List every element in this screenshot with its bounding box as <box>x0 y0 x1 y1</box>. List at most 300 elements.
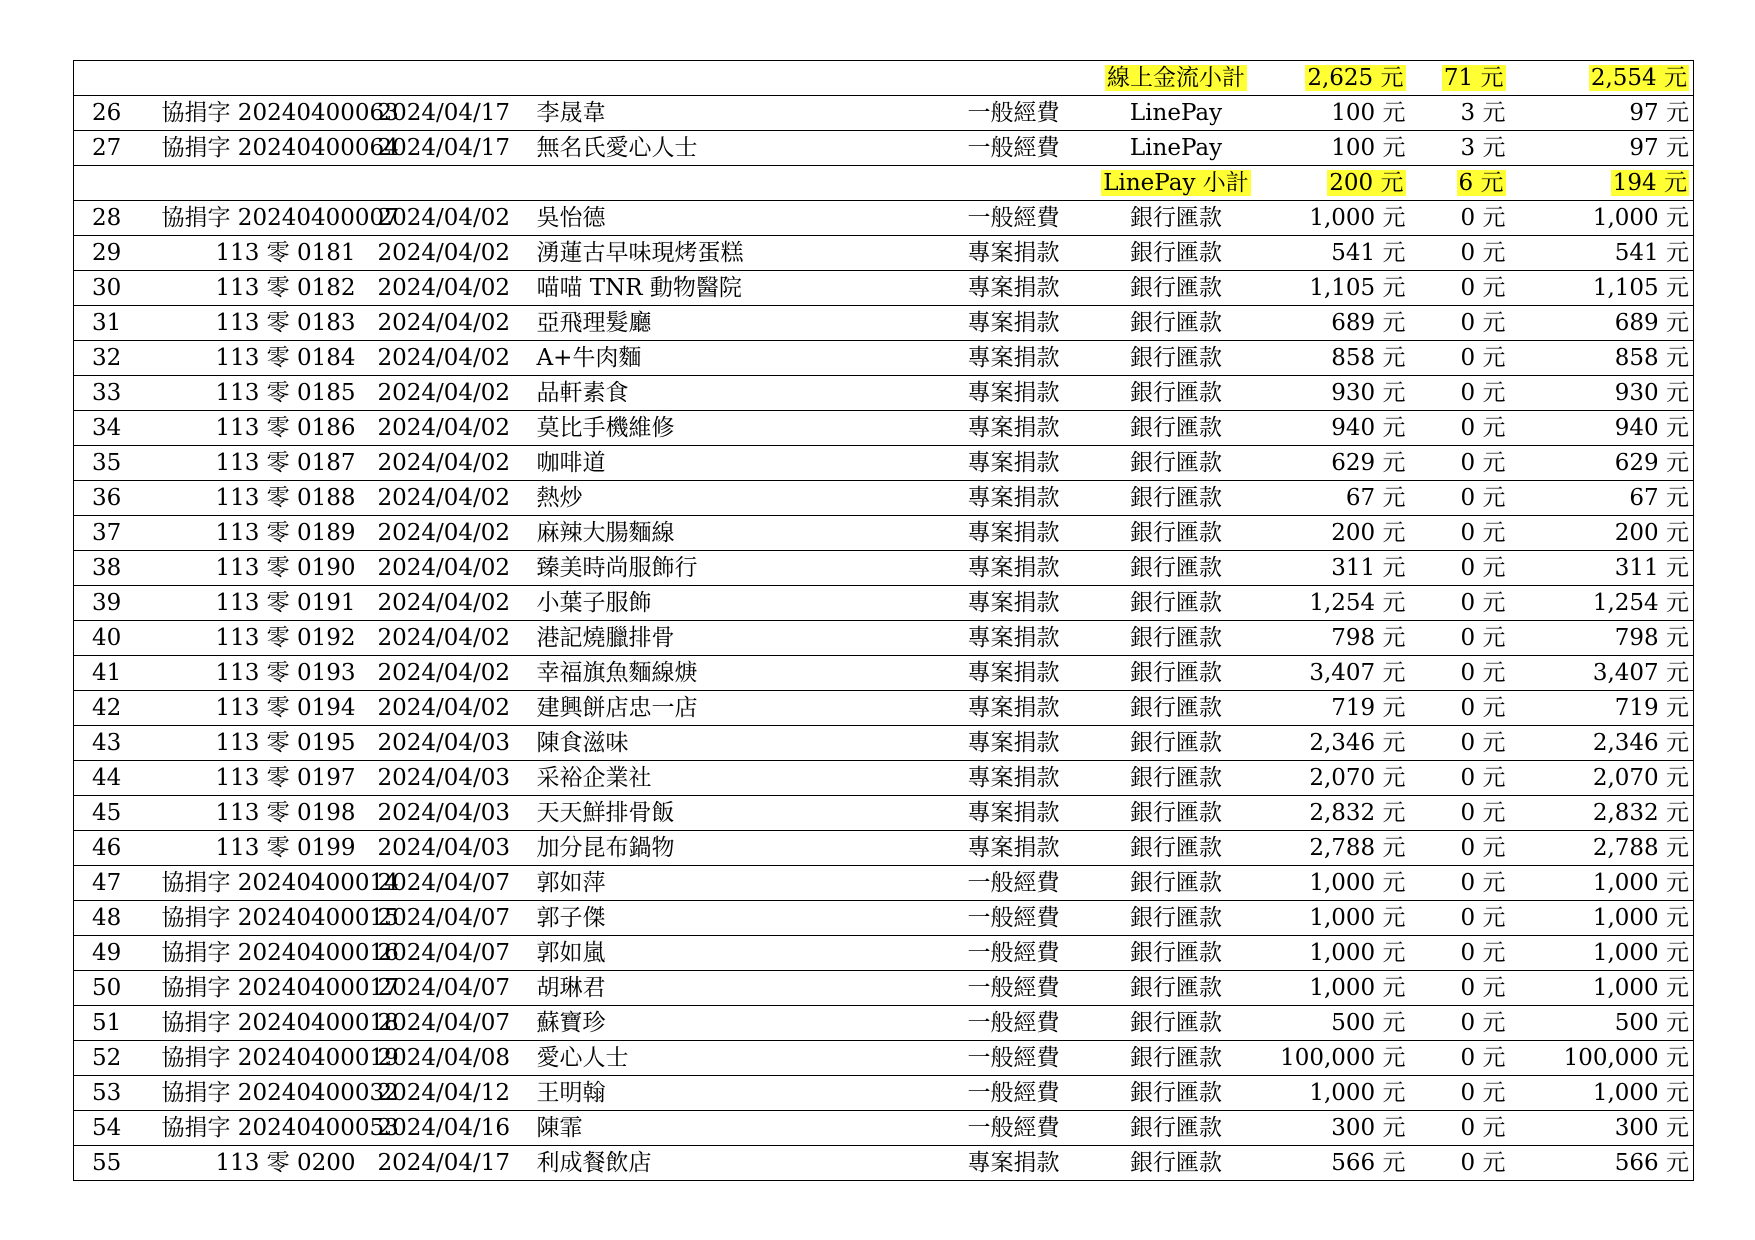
row-number: 37 <box>74 516 154 551</box>
row-number: 49 <box>74 936 154 971</box>
receipt-number: 113 零 0185 <box>154 376 374 411</box>
net-amount: 689 元 <box>1514 306 1694 341</box>
table-row <box>74 306 1694 341</box>
row-number: 47 <box>74 866 154 901</box>
table-row <box>74 621 1694 656</box>
fee-amount: 0 元 <box>1414 551 1514 586</box>
donation-category: 專案捐款 <box>939 411 1089 446</box>
receipt-number: 113 零 0183 <box>154 306 374 341</box>
net-amount: 300 元 <box>1514 1111 1694 1146</box>
row-number: 27 <box>74 131 154 166</box>
row-number: 51 <box>74 1006 154 1041</box>
receipt-number: 113 零 0198 <box>154 796 374 831</box>
row-number: 54 <box>74 1111 154 1146</box>
donation-amount: 2,788 元 <box>1264 831 1414 866</box>
donation-date: 2024/04/02 <box>374 376 529 411</box>
table-row <box>74 271 1694 306</box>
donor-name: 湧蓮古早味現烤蛋糕 <box>529 236 939 271</box>
donation-amount: 1,000 元 <box>1264 201 1414 236</box>
subtotal-amount-highlight: 200 元 <box>1329 170 1404 196</box>
fee-amount: 0 元 <box>1414 236 1514 271</box>
table-row <box>74 1041 1694 1076</box>
row-number: 48 <box>74 901 154 936</box>
table-row <box>74 551 1694 586</box>
donation-date: 2024/04/02 <box>374 481 529 516</box>
payment-method: 銀行匯款 <box>1089 376 1264 411</box>
subtotal-amount <box>1264 61 1414 96</box>
receipt-number: 113 零 0188 <box>154 481 374 516</box>
net-amount: 1,000 元 <box>1514 936 1694 971</box>
donor-name: 無名氏愛心人士 <box>529 131 939 166</box>
donation-category: 專案捐款 <box>939 376 1089 411</box>
receipt-number: 協捐字 20240400014 <box>154 866 374 901</box>
payment-method: 銀行匯款 <box>1089 1146 1264 1181</box>
fee-amount: 0 元 <box>1414 726 1514 761</box>
donation-amount: 719 元 <box>1264 691 1414 726</box>
row-number: 43 <box>74 726 154 761</box>
donation-category: 專案捐款 <box>939 271 1089 306</box>
fee-amount: 0 元 <box>1414 621 1514 656</box>
net-amount: 2,788 元 <box>1514 831 1694 866</box>
donation-category: 專案捐款 <box>939 586 1089 621</box>
payment-method: 銀行匯款 <box>1089 691 1264 726</box>
row-number: 33 <box>74 376 154 411</box>
donor-name: 王明翰 <box>529 1076 939 1111</box>
fee-amount: 0 元 <box>1414 586 1514 621</box>
row-number: 28 <box>74 201 154 236</box>
donation-date: 2024/04/02 <box>374 201 529 236</box>
donation-amount: 940 元 <box>1264 411 1414 446</box>
subtotal-fee <box>1414 61 1514 96</box>
donor-name: 建興餅店忠一店 <box>529 691 939 726</box>
table-row <box>74 341 1694 376</box>
donation-date: 2024/04/12 <box>374 1076 529 1111</box>
table-row <box>74 201 1694 236</box>
fee-amount: 0 元 <box>1414 201 1514 236</box>
donation-category: 專案捐款 <box>939 656 1089 691</box>
donor-name: 陳霏 <box>529 1111 939 1146</box>
payment-method: 銀行匯款 <box>1089 831 1264 866</box>
donation-amount: 1,000 元 <box>1264 936 1414 971</box>
receipt-number: 113 零 0192 <box>154 621 374 656</box>
payment-method: 銀行匯款 <box>1089 761 1264 796</box>
donation-date: 2024/04/16 <box>374 1111 529 1146</box>
receipt-number: 113 零 0193 <box>154 656 374 691</box>
donor-name-cell <box>529 166 939 201</box>
donation-date: 2024/04/07 <box>374 901 529 936</box>
donor-name: 小葉子服飾 <box>529 586 939 621</box>
donor-name: 吳怡德 <box>529 201 939 236</box>
subtotal-row <box>74 61 1694 96</box>
net-amount: 100,000 元 <box>1514 1041 1694 1076</box>
payment-method: 銀行匯款 <box>1089 271 1264 306</box>
table-row <box>74 901 1694 936</box>
net-amount: 1,000 元 <box>1514 201 1694 236</box>
donation-category: 專案捐款 <box>939 691 1089 726</box>
donation-date: 2024/04/07 <box>374 936 529 971</box>
payment-method: 銀行匯款 <box>1089 411 1264 446</box>
row-number: 53 <box>74 1076 154 1111</box>
donation-date: 2024/04/02 <box>374 586 529 621</box>
donor-name: 采裕企業社 <box>529 761 939 796</box>
donor-name: A+牛肉麵 <box>529 341 939 376</box>
table-row <box>74 481 1694 516</box>
receipt-number: 113 零 0199 <box>154 831 374 866</box>
donation-date: 2024/04/02 <box>374 551 529 586</box>
donation-amount: 311 元 <box>1264 551 1414 586</box>
fee-amount: 0 元 <box>1414 1146 1514 1181</box>
subtotal-row <box>74 166 1694 201</box>
row-number-cell <box>74 166 154 201</box>
net-amount: 2,070 元 <box>1514 761 1694 796</box>
payment-method: 銀行匯款 <box>1089 621 1264 656</box>
donation-date: 2024/04/03 <box>374 796 529 831</box>
subtotal-label-highlight: LinePay 小計 <box>1103 170 1249 196</box>
donation-amount: 300 元 <box>1264 1111 1414 1146</box>
table-row <box>74 411 1694 446</box>
net-amount: 858 元 <box>1514 341 1694 376</box>
donation-date: 2024/04/02 <box>374 621 529 656</box>
table-row <box>74 831 1694 866</box>
receipt-number: 協捐字 20240400032 <box>154 1076 374 1111</box>
subtotal-net <box>1514 61 1694 96</box>
donation-category: 專案捐款 <box>939 761 1089 796</box>
donation-amount: 2,070 元 <box>1264 761 1414 796</box>
receipt-number: 協捐字 20240400063 <box>154 96 374 131</box>
table-row <box>74 1006 1694 1041</box>
net-amount: 940 元 <box>1514 411 1694 446</box>
donation-category: 一般經費 <box>939 1076 1089 1111</box>
net-amount: 1,000 元 <box>1514 866 1694 901</box>
fee-amount: 0 元 <box>1414 446 1514 481</box>
receipt-number: 113 零 0186 <box>154 411 374 446</box>
fee-amount: 0 元 <box>1414 516 1514 551</box>
donation-date: 2024/04/07 <box>374 1006 529 1041</box>
donation-date: 2024/04/17 <box>374 1146 529 1181</box>
fee-amount: 0 元 <box>1414 761 1514 796</box>
table-row <box>74 1111 1694 1146</box>
date-cell <box>374 166 529 201</box>
net-amount: 798 元 <box>1514 621 1694 656</box>
donation-category: 一般經費 <box>939 1041 1089 1076</box>
net-amount: 67 元 <box>1514 481 1694 516</box>
fee-amount: 0 元 <box>1414 481 1514 516</box>
donation-category: 一般經費 <box>939 901 1089 936</box>
table-row <box>74 1146 1694 1181</box>
donation-amount: 1,000 元 <box>1264 866 1414 901</box>
donation-date: 2024/04/17 <box>374 96 529 131</box>
fee-amount: 0 元 <box>1414 901 1514 936</box>
fee-amount: 0 元 <box>1414 271 1514 306</box>
donation-amount: 689 元 <box>1264 306 1414 341</box>
donation-date: 2024/04/02 <box>374 411 529 446</box>
donation-category: 一般經費 <box>939 201 1089 236</box>
net-amount: 97 元 <box>1514 131 1694 166</box>
donation-category: 一般經費 <box>939 96 1089 131</box>
donation-date: 2024/04/03 <box>374 831 529 866</box>
payment-method: 銀行匯款 <box>1089 1111 1264 1146</box>
donor-name: 莫比手機維修 <box>529 411 939 446</box>
donation-amount: 798 元 <box>1264 621 1414 656</box>
donor-name: 郭如萍 <box>529 866 939 901</box>
row-number: 46 <box>74 831 154 866</box>
net-amount: 311 元 <box>1514 551 1694 586</box>
payment-method: 銀行匯款 <box>1089 551 1264 586</box>
subtotal-label-highlight: 線上金流小計 <box>1107 65 1245 91</box>
donation-amount: 2,346 元 <box>1264 726 1414 761</box>
donation-category: 專案捐款 <box>939 831 1089 866</box>
donor-name: 陳食滋味 <box>529 726 939 761</box>
donation-date: 2024/04/02 <box>374 236 529 271</box>
donation-amount: 500 元 <box>1264 1006 1414 1041</box>
donation-date: 2024/04/02 <box>374 656 529 691</box>
fee-amount: 3 元 <box>1414 131 1514 166</box>
donation-category: 專案捐款 <box>939 306 1089 341</box>
net-amount: 1,000 元 <box>1514 901 1694 936</box>
donor-name: 李晟韋 <box>529 96 939 131</box>
payment-method: 銀行匯款 <box>1089 936 1264 971</box>
payment-method: 銀行匯款 <box>1089 656 1264 691</box>
payment-method: 銀行匯款 <box>1089 306 1264 341</box>
donor-name: 熱炒 <box>529 481 939 516</box>
table-row <box>74 586 1694 621</box>
donation-category: 專案捐款 <box>939 796 1089 831</box>
donor-name-cell <box>529 61 939 96</box>
payment-method: 銀行匯款 <box>1089 1006 1264 1041</box>
receipt-number: 113 零 0197 <box>154 761 374 796</box>
receipt-number: 協捐字 20240400015 <box>154 901 374 936</box>
net-amount: 1,000 元 <box>1514 971 1694 1006</box>
payment-method: 銀行匯款 <box>1089 516 1264 551</box>
net-amount: 930 元 <box>1514 376 1694 411</box>
net-amount: 200 元 <box>1514 516 1694 551</box>
donation-category: 一般經費 <box>939 936 1089 971</box>
fee-amount: 0 元 <box>1414 656 1514 691</box>
donation-amount: 566 元 <box>1264 1146 1414 1181</box>
receipt-number: 113 零 0189 <box>154 516 374 551</box>
receipt-number: 協捐字 20240400053 <box>154 1111 374 1146</box>
table-row <box>74 796 1694 831</box>
donation-date: 2024/04/07 <box>374 971 529 1006</box>
donation-amount: 3,407 元 <box>1264 656 1414 691</box>
payment-method: 銀行匯款 <box>1089 201 1264 236</box>
donation-amount: 541 元 <box>1264 236 1414 271</box>
donation-amount: 1,000 元 <box>1264 971 1414 1006</box>
receipt-number: 113 零 0182 <box>154 271 374 306</box>
table-row <box>74 1076 1694 1111</box>
table-row <box>74 726 1694 761</box>
receipt-cell <box>154 61 374 96</box>
payment-method: 銀行匯款 <box>1089 971 1264 1006</box>
donor-name: 品軒素食 <box>529 376 939 411</box>
fee-amount: 0 元 <box>1414 936 1514 971</box>
donor-name: 咖啡道 <box>529 446 939 481</box>
row-number: 45 <box>74 796 154 831</box>
donor-name: 郭子傑 <box>529 901 939 936</box>
donor-name: 臻美時尚服飾行 <box>529 551 939 586</box>
row-number: 38 <box>74 551 154 586</box>
donor-name: 亞飛理髮廳 <box>529 306 939 341</box>
table-row <box>74 236 1694 271</box>
donor-name: 加分昆布鍋物 <box>529 831 939 866</box>
row-number: 39 <box>74 586 154 621</box>
donation-category: 專案捐款 <box>939 1146 1089 1181</box>
donation-date: 2024/04/02 <box>374 306 529 341</box>
payment-method: LinePay <box>1089 131 1264 166</box>
donor-name: 喵喵 TNR 動物醫院 <box>529 271 939 306</box>
donation-amount: 100 元 <box>1264 96 1414 131</box>
fee-amount: 0 元 <box>1414 1041 1514 1076</box>
table-row <box>74 936 1694 971</box>
fee-amount: 0 元 <box>1414 376 1514 411</box>
payment-method: 銀行匯款 <box>1089 446 1264 481</box>
donor-name: 港記燒臘排骨 <box>529 621 939 656</box>
receipt-number: 113 零 0191 <box>154 586 374 621</box>
receipt-number: 113 零 0200 <box>154 1146 374 1181</box>
payment-method: 銀行匯款 <box>1089 341 1264 376</box>
donor-name: 胡琳君 <box>529 971 939 1006</box>
row-number: 42 <box>74 691 154 726</box>
fee-amount: 3 元 <box>1414 96 1514 131</box>
row-number: 36 <box>74 481 154 516</box>
subtotal-fee-highlight: 6 元 <box>1458 170 1504 196</box>
donation-amount: 2,832 元 <box>1264 796 1414 831</box>
donation-category: 專案捐款 <box>939 481 1089 516</box>
receipt-number: 協捐字 20240400064 <box>154 131 374 166</box>
donation-category: 專案捐款 <box>939 516 1089 551</box>
table-row <box>74 131 1694 166</box>
net-amount: 97 元 <box>1514 96 1694 131</box>
donation-amount: 200 元 <box>1264 516 1414 551</box>
donation-date: 2024/04/02 <box>374 271 529 306</box>
row-number: 30 <box>74 271 154 306</box>
subtotal-net <box>1514 166 1694 201</box>
donation-date: 2024/04/08 <box>374 1041 529 1076</box>
table-row <box>74 656 1694 691</box>
fee-amount: 0 元 <box>1414 866 1514 901</box>
subtotal-amount <box>1264 166 1414 201</box>
fee-amount: 0 元 <box>1414 831 1514 866</box>
row-number: 40 <box>74 621 154 656</box>
subtotal-net-highlight: 194 元 <box>1612 170 1687 196</box>
donor-name: 天天鮮排骨飯 <box>529 796 939 831</box>
receipt-number: 協捐字 20240400018 <box>154 1006 374 1041</box>
category-cell <box>939 61 1089 96</box>
net-amount: 719 元 <box>1514 691 1694 726</box>
donor-name: 郭如嵐 <box>529 936 939 971</box>
donation-category: 一般經費 <box>939 131 1089 166</box>
payment-method: LinePay <box>1089 96 1264 131</box>
row-number: 41 <box>74 656 154 691</box>
net-amount: 566 元 <box>1514 1146 1694 1181</box>
donation-category: 專案捐款 <box>939 621 1089 656</box>
donation-table <box>73 60 1694 1181</box>
net-amount: 2,346 元 <box>1514 726 1694 761</box>
donation-category: 專案捐款 <box>939 341 1089 376</box>
net-amount: 1,105 元 <box>1514 271 1694 306</box>
donation-amount: 100 元 <box>1264 131 1414 166</box>
fee-amount: 0 元 <box>1414 306 1514 341</box>
donation-date: 2024/04/02 <box>374 691 529 726</box>
payment-method: 銀行匯款 <box>1089 866 1264 901</box>
donation-category: 一般經費 <box>939 1006 1089 1041</box>
subtotal-amount-highlight: 2,625 元 <box>1307 65 1404 91</box>
receipt-number: 113 零 0195 <box>154 726 374 761</box>
row-number: 29 <box>74 236 154 271</box>
table-row <box>74 761 1694 796</box>
donation-amount: 930 元 <box>1264 376 1414 411</box>
payment-method: 銀行匯款 <box>1089 796 1264 831</box>
donation-amount: 100,000 元 <box>1264 1041 1414 1076</box>
fee-amount: 0 元 <box>1414 971 1514 1006</box>
donor-name: 麻辣大腸麵線 <box>529 516 939 551</box>
receipt-number: 協捐字 20240400017 <box>154 971 374 1006</box>
subtotal-label <box>1089 61 1264 96</box>
net-amount: 3,407 元 <box>1514 656 1694 691</box>
donation-amount: 1,000 元 <box>1264 1076 1414 1111</box>
donation-category: 專案捐款 <box>939 551 1089 586</box>
receipt-number: 113 零 0194 <box>154 691 374 726</box>
receipt-cell <box>154 166 374 201</box>
net-amount: 2,832 元 <box>1514 796 1694 831</box>
fee-amount: 0 元 <box>1414 796 1514 831</box>
net-amount: 541 元 <box>1514 236 1694 271</box>
net-amount: 1,254 元 <box>1514 586 1694 621</box>
donation-category: 一般經費 <box>939 971 1089 1006</box>
table-row <box>74 376 1694 411</box>
table-row <box>74 516 1694 551</box>
fee-amount: 0 元 <box>1414 1111 1514 1146</box>
subtotal-label <box>1089 166 1264 201</box>
row-number: 26 <box>74 96 154 131</box>
receipt-number: 協捐字 20240400007 <box>154 201 374 236</box>
donation-amount: 1,105 元 <box>1264 271 1414 306</box>
donation-date: 2024/04/02 <box>374 341 529 376</box>
donation-date: 2024/04/17 <box>374 131 529 166</box>
receipt-number: 113 零 0187 <box>154 446 374 481</box>
payment-method: 銀行匯款 <box>1089 1041 1264 1076</box>
payment-method: 銀行匯款 <box>1089 236 1264 271</box>
table-row <box>74 96 1694 131</box>
payment-method: 銀行匯款 <box>1089 901 1264 936</box>
payment-method: 銀行匯款 <box>1089 1076 1264 1111</box>
donation-date: 2024/04/02 <box>374 516 529 551</box>
fee-amount: 0 元 <box>1414 411 1514 446</box>
donor-name: 愛心人士 <box>529 1041 939 1076</box>
donation-category: 一般經費 <box>939 866 1089 901</box>
receipt-number: 113 零 0184 <box>154 341 374 376</box>
donation-date: 2024/04/03 <box>374 726 529 761</box>
receipt-number: 113 零 0181 <box>154 236 374 271</box>
donation-date: 2024/04/07 <box>374 866 529 901</box>
receipt-number: 協捐字 20240400019 <box>154 1041 374 1076</box>
donation-amount: 1,000 元 <box>1264 901 1414 936</box>
net-amount: 500 元 <box>1514 1006 1694 1041</box>
donation-category: 專案捐款 <box>939 726 1089 761</box>
fee-amount: 0 元 <box>1414 691 1514 726</box>
row-number: 34 <box>74 411 154 446</box>
subtotal-fee <box>1414 166 1514 201</box>
row-number: 52 <box>74 1041 154 1076</box>
donation-amount: 629 元 <box>1264 446 1414 481</box>
donation-amount: 858 元 <box>1264 341 1414 376</box>
payment-method: 銀行匯款 <box>1089 481 1264 516</box>
receipt-number: 協捐字 20240400016 <box>154 936 374 971</box>
donation-table-body <box>74 61 1694 1181</box>
row-number: 50 <box>74 971 154 1006</box>
table-row <box>74 691 1694 726</box>
donation-date: 2024/04/03 <box>374 761 529 796</box>
